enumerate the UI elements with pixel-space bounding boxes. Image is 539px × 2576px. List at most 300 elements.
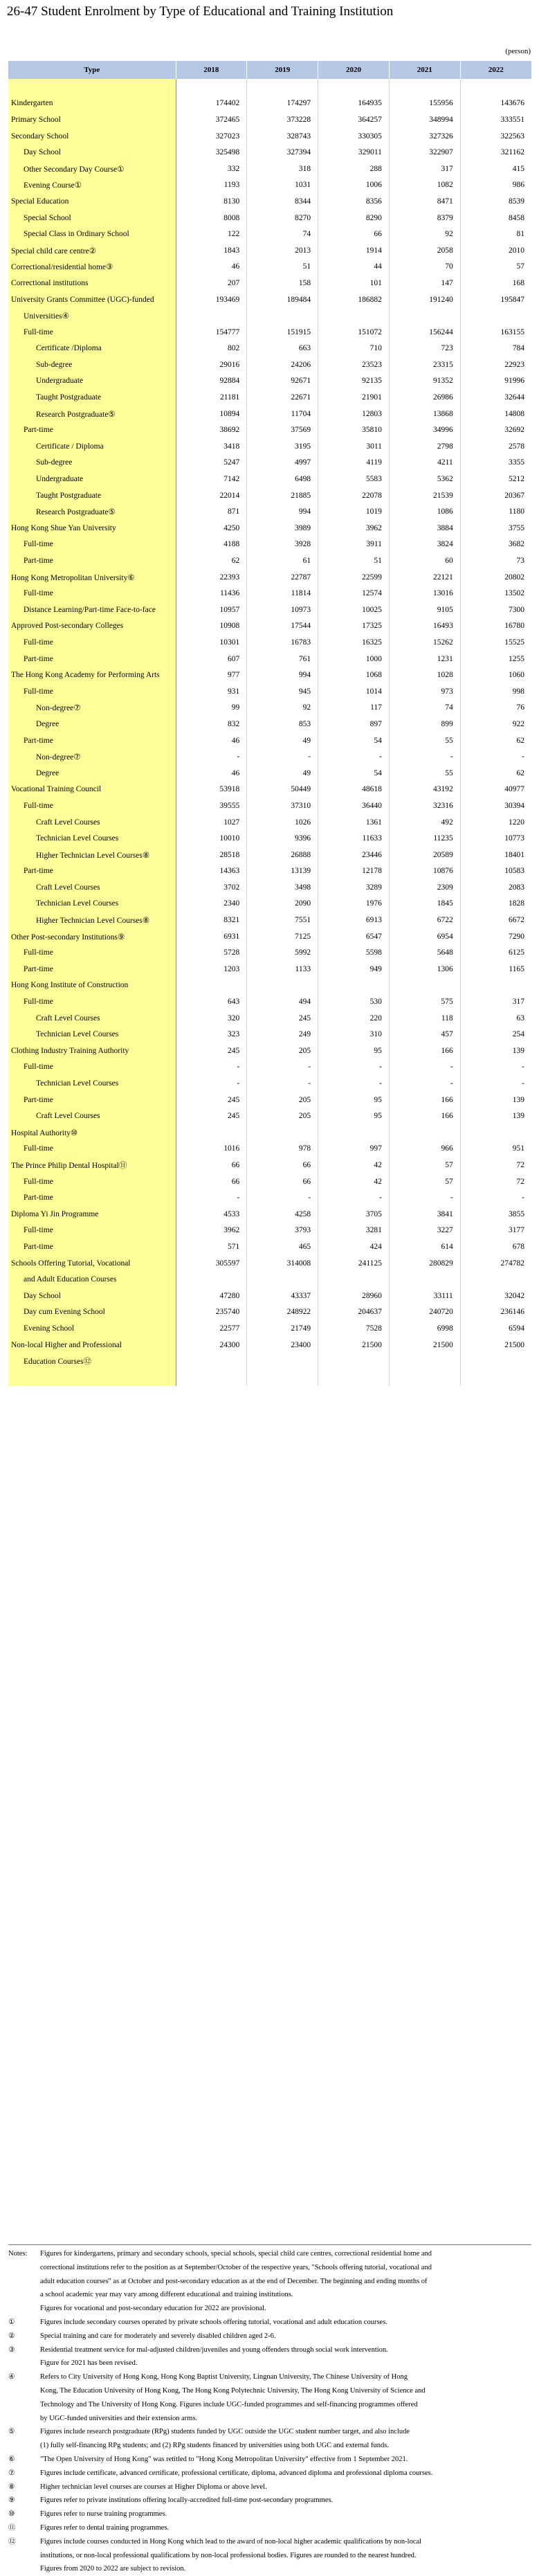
- note-marker: ①: [8, 2318, 15, 2326]
- note-line: [8, 2521, 531, 2535]
- table-row: [8, 1271, 531, 1288]
- spacer-cell: [176, 1369, 247, 1386]
- table-row: [8, 912, 531, 928]
- value-cell-2019: 945: [247, 683, 318, 700]
- value-cell-2018: 10301: [176, 634, 247, 651]
- value-cell-2022: 986: [512, 181, 524, 190]
- value-cell-2022: [460, 1271, 531, 1288]
- value-cell-2022: 72: [516, 1177, 524, 1186]
- value-cell-2018: 22014: [176, 487, 247, 504]
- value-cell-2018: 207: [176, 275, 247, 291]
- row-label: Sub-degree: [8, 455, 176, 471]
- value-cell-2018: 10908: [176, 618, 247, 635]
- value-cell-2019: [247, 978, 318, 994]
- value-cell-2018: 28518: [176, 847, 247, 863]
- spacer-cell: [8, 79, 176, 96]
- value-cell-2022: 139: [512, 1112, 524, 1121]
- table-row: [8, 928, 531, 945]
- value-cell-2022: 1828: [509, 899, 524, 908]
- value-cell-2020: 4119: [318, 455, 390, 471]
- value-cell-2019: 6498: [247, 471, 318, 487]
- value-cell-2018: -: [176, 748, 247, 765]
- value-cell-2019: 205: [247, 1108, 318, 1124]
- value-cell-2019: 13139: [247, 863, 318, 880]
- value-cell-2022: 317: [512, 998, 524, 1007]
- value-cell-2021: 1845: [389, 896, 460, 912]
- value-cell-2021: 1306: [389, 961, 460, 978]
- note-line: [8, 2370, 531, 2384]
- value-cell-2022: -: [522, 1079, 524, 1088]
- table-row: [8, 406, 531, 422]
- value-cell-2018: [176, 307, 247, 324]
- table-row: [8, 1010, 531, 1027]
- value-cell-2018: 245: [176, 1092, 247, 1108]
- note-line: [8, 2384, 531, 2398]
- value-cell-2020: 92135: [318, 373, 390, 390]
- value-cell-2020: 21500: [318, 1337, 390, 1353]
- value-cell-2022: 62: [516, 736, 524, 745]
- note-text: a school academic year may vary among different educational and training institutions.: [40, 2291, 293, 2299]
- row-label: Day School: [8, 144, 176, 161]
- value-cell-2022: [460, 307, 531, 324]
- spacer-cell: [318, 79, 390, 96]
- value-cell-2018: 4250: [176, 520, 247, 537]
- value-cell-2019: -: [247, 1189, 318, 1206]
- row-label: Hong Kong Institute of Construction: [8, 978, 176, 994]
- value-cell-2019: 51: [247, 259, 318, 276]
- value-cell-2021: 492: [389, 814, 460, 831]
- value-cell-2021: [389, 978, 460, 994]
- row-label: Clothing Industry Training Authority: [8, 1043, 176, 1059]
- value-cell-2021: 155956: [389, 96, 460, 112]
- value-cell-2019: 22787: [247, 569, 318, 586]
- note-line: [8, 2562, 531, 2576]
- value-cell-2020: 44: [318, 259, 390, 276]
- value-cell-2022: 16780: [504, 622, 524, 631]
- table-row: [8, 537, 531, 553]
- value-cell-2018: -: [176, 1075, 247, 1092]
- value-cell-2019: 92671: [247, 373, 318, 390]
- value-cell-2022: 951: [512, 1144, 524, 1153]
- value-cell-2021: 57: [389, 1157, 460, 1173]
- value-cell-2020: 12178: [318, 863, 390, 880]
- note-line: [8, 2412, 531, 2426]
- value-cell-2021: 4211: [389, 455, 460, 471]
- value-cell-2021: 5648: [389, 944, 460, 961]
- value-cell-2018: 327023: [176, 128, 247, 145]
- table-row: [8, 1223, 531, 1239]
- value-cell-2019: 10973: [247, 602, 318, 618]
- value-cell-2021: 575: [389, 993, 460, 1010]
- note-line: [8, 2549, 531, 2563]
- value-cell-2021: 16493: [389, 618, 460, 635]
- note-line: [8, 2343, 531, 2357]
- value-cell-2019: 205: [247, 1043, 318, 1059]
- value-cell-2020: 1014: [318, 683, 390, 700]
- row-label: Full-time: [8, 683, 176, 700]
- value-cell-2022: 8539: [509, 197, 524, 206]
- note-marker: ⑫: [8, 2537, 16, 2546]
- value-cell-2018: 643: [176, 993, 247, 1010]
- spacer-cell: [318, 1369, 390, 1386]
- value-cell-2019: -: [247, 1059, 318, 1076]
- value-cell-2020: 5583: [318, 471, 390, 487]
- row-label: Part-time: [8, 961, 176, 978]
- value-cell-2019: 43337: [247, 1288, 318, 1304]
- value-cell-2022: 163155: [500, 327, 524, 336]
- page-title: 26-47 Student Enrolment by Type of Educational and Training Institution: [7, 4, 394, 19]
- table-row: [8, 732, 531, 749]
- row-label: Full-time: [8, 798, 176, 814]
- row-label: Evening Course①: [8, 177, 176, 194]
- value-cell-2018: -: [176, 1059, 247, 1076]
- value-cell-2022: 13502: [504, 589, 524, 598]
- value-cell-2018: 323: [176, 1026, 247, 1043]
- value-cell-2022: -: [522, 1063, 524, 1072]
- value-cell-2018: 832: [176, 716, 247, 732]
- value-cell-2022: 7300: [509, 605, 524, 614]
- note-marker: [8, 2439, 40, 2453]
- row-label: Primary School: [8, 111, 176, 128]
- value-cell-2021: 10876: [389, 863, 460, 880]
- row-label: Special School: [8, 210, 176, 226]
- value-cell-2019: 37569: [247, 422, 318, 438]
- table-row: [8, 324, 531, 341]
- value-cell-2018: [176, 1124, 247, 1141]
- table-row: [8, 422, 531, 438]
- value-cell-2021: 899: [389, 716, 460, 732]
- value-cell-2022: 139: [512, 1095, 524, 1104]
- value-cell-2021: [389, 307, 460, 324]
- row-label: The Prince Philip Dental Hospital⑪: [8, 1157, 176, 1173]
- value-cell-2020: [318, 1353, 390, 1369]
- value-cell-2022: 3755: [509, 523, 524, 532]
- note-marker: [8, 2412, 40, 2426]
- row-label: Technician Level Courses: [8, 896, 176, 912]
- value-cell-2022: 168: [512, 278, 524, 287]
- note-marker: ⑧: [8, 2483, 15, 2491]
- value-cell-2019: 174297: [247, 96, 318, 112]
- table-row: [8, 1124, 531, 1141]
- note-text: Figure for 2021 has been revised.: [40, 2359, 138, 2368]
- value-cell-2020: 897: [318, 716, 390, 732]
- unit-label: (person): [505, 47, 531, 55]
- value-cell-2020: 310: [318, 1026, 390, 1043]
- value-cell-2020: 949: [318, 961, 390, 978]
- table-row: [8, 226, 531, 242]
- value-cell-2021: 166: [389, 1092, 460, 1108]
- row-label: Correctional/residential home③: [8, 259, 176, 276]
- value-cell-2019: 663: [247, 341, 318, 357]
- value-cell-2021: -: [389, 1189, 460, 1206]
- notes-divider: [8, 2244, 531, 2245]
- table-row: [8, 896, 531, 912]
- value-cell-2021: 8471: [389, 193, 460, 210]
- value-cell-2020: 36440: [318, 798, 390, 814]
- value-cell-2018: 245: [176, 1108, 247, 1124]
- row-label: Schools Offering Tutorial, Vocational: [8, 1255, 176, 1272]
- row-label: Other Post-secondary Institutions⑨: [8, 928, 176, 945]
- value-cell-2021: 322907: [389, 144, 460, 161]
- value-cell-2021: 20589: [389, 847, 460, 863]
- value-cell-2021: 156244: [389, 324, 460, 341]
- value-cell-2020: 48618: [318, 782, 390, 798]
- value-cell-2020: 1914: [318, 242, 390, 259]
- note-marker: ⑥: [8, 2455, 15, 2463]
- value-cell-2019: 314008: [247, 1255, 318, 1272]
- spacer-cell: [389, 79, 460, 96]
- row-label: Technician Level Courses: [8, 1026, 176, 1043]
- value-cell-2018: 1016: [176, 1141, 247, 1158]
- row-label: Taught Postgraduate: [8, 389, 176, 406]
- table-row: [8, 455, 531, 471]
- table-row: [8, 798, 531, 814]
- table-row: [8, 1092, 531, 1108]
- value-cell-2022: 20802: [504, 573, 524, 582]
- value-cell-2020: 220: [318, 1010, 390, 1027]
- table-row: [8, 193, 531, 210]
- value-cell-2020: 54: [318, 765, 390, 782]
- table-row: [8, 1353, 531, 1369]
- value-cell-2022: 236146: [500, 1308, 524, 1317]
- value-cell-2018: 6931: [176, 928, 247, 945]
- value-cell-2022: 57: [516, 262, 524, 271]
- row-label: Distance Learning/Part-time Face-to-face: [8, 602, 176, 618]
- value-cell-2021: 23315: [389, 357, 460, 373]
- row-label: Craft Level Courses: [8, 879, 176, 896]
- value-cell-2018: 38692: [176, 422, 247, 438]
- table-row: [8, 830, 531, 847]
- value-cell-2019: 158: [247, 275, 318, 291]
- value-cell-2020: [318, 978, 390, 994]
- value-cell-2020: 364257: [318, 111, 390, 128]
- value-cell-2022: 415: [512, 164, 524, 173]
- table-row: [8, 585, 531, 602]
- row-label: Craft Level Courses: [8, 1108, 176, 1124]
- value-cell-2020: 42: [318, 1173, 390, 1190]
- note-marker: [8, 2357, 40, 2370]
- value-cell-2020: 3911: [318, 537, 390, 553]
- value-cell-2021: 973: [389, 683, 460, 700]
- value-cell-2021: 43192: [389, 782, 460, 798]
- value-cell-2021: 966: [389, 1141, 460, 1158]
- table-row: [8, 651, 531, 667]
- value-cell-2022: 76: [516, 703, 524, 712]
- row-label: Full-time: [8, 1141, 176, 1158]
- value-cell-2021: 92: [389, 226, 460, 242]
- value-cell-2020: -: [318, 1059, 390, 1076]
- value-cell-2022: 3682: [509, 540, 524, 549]
- value-cell-2018: 3418: [176, 438, 247, 455]
- enrolment-table: [8, 61, 531, 1386]
- table-row: [8, 1304, 531, 1321]
- value-cell-2020: 241125: [318, 1255, 390, 1272]
- table-row: [8, 210, 531, 226]
- value-cell-2019: 328743: [247, 128, 318, 145]
- value-cell-2020: 23523: [318, 357, 390, 373]
- value-cell-2022: 274782: [500, 1259, 524, 1268]
- value-cell-2019: 2013: [247, 242, 318, 259]
- value-cell-2018: 66: [176, 1173, 247, 1190]
- value-cell-2021: -: [389, 1075, 460, 1092]
- column-header-2021: 2021: [389, 61, 460, 79]
- value-cell-2020: 54: [318, 732, 390, 749]
- value-cell-2021: 348994: [389, 111, 460, 128]
- row-label: Special Class in Ordinary School: [8, 226, 176, 242]
- value-cell-2022: 30394: [504, 801, 524, 810]
- table-row: [8, 1026, 531, 1043]
- value-cell-2018: 122: [176, 226, 247, 242]
- note-line: [8, 2439, 531, 2453]
- value-cell-2021: [389, 1353, 460, 1369]
- spacer-cell: [176, 79, 247, 96]
- value-cell-2021: 70: [389, 259, 460, 276]
- value-cell-2018: 92884: [176, 373, 247, 390]
- table-row: [8, 1239, 531, 1255]
- value-cell-2020: 6913: [318, 912, 390, 928]
- value-cell-2020: [318, 307, 390, 324]
- value-cell-2020: 997: [318, 1141, 390, 1158]
- table-row: [8, 144, 531, 161]
- note-line: [8, 2275, 531, 2289]
- note-text: Figures refer to nurse training programmes.: [40, 2510, 167, 2519]
- row-label: Research Postgraduate⑤: [8, 503, 176, 520]
- note-marker: ⑦: [8, 2469, 15, 2477]
- value-cell-2020: 1006: [318, 177, 390, 194]
- value-cell-2018: 931: [176, 683, 247, 700]
- value-cell-2018: 5247: [176, 455, 247, 471]
- value-cell-2022: -: [522, 1194, 524, 1203]
- value-cell-2020: 151072: [318, 324, 390, 341]
- value-cell-2021: 191240: [389, 291, 460, 308]
- value-cell-2018: 372465: [176, 111, 247, 128]
- value-cell-2022: 8458: [509, 213, 524, 222]
- row-label: Full-time: [8, 324, 176, 341]
- value-cell-2019: 4258: [247, 1206, 318, 1223]
- value-cell-2019: 5992: [247, 944, 318, 961]
- value-cell-2019: 994: [247, 667, 318, 683]
- note-marker: [8, 2288, 40, 2302]
- value-cell-2022: 1180: [509, 507, 524, 516]
- note-text: correctional institutions refer to the position as at September/October of the respective years, "Schools offering tutorial, vocational and: [40, 2263, 432, 2271]
- value-cell-2019: 465: [247, 1239, 318, 1255]
- row-label: Full-time: [8, 944, 176, 961]
- value-cell-2020: 3281: [318, 1223, 390, 1239]
- table-row: [8, 438, 531, 455]
- value-cell-2019: -: [247, 748, 318, 765]
- value-cell-2020: 1976: [318, 896, 390, 912]
- value-cell-2018: 1203: [176, 961, 247, 978]
- value-cell-2022: 32042: [504, 1291, 524, 1300]
- value-cell-2022: 63: [516, 1014, 524, 1023]
- value-cell-2020: 5598: [318, 944, 390, 961]
- table-row: [8, 1043, 531, 1059]
- value-cell-2018: 22577: [176, 1320, 247, 1337]
- value-cell-2021: 13868: [389, 406, 460, 422]
- note-marker: [8, 2261, 40, 2275]
- value-cell-2019: [247, 1271, 318, 1288]
- column-header-type: Type: [8, 61, 176, 79]
- value-cell-2021: 1028: [389, 667, 460, 683]
- note-marker: ③: [8, 2345, 15, 2354]
- value-cell-2020: 17325: [318, 618, 390, 635]
- note-marker: Notes:: [8, 2250, 28, 2258]
- value-cell-2021: 2309: [389, 879, 460, 896]
- row-label: Higher Technician Level Courses⑧: [8, 912, 176, 928]
- value-cell-2018: 10894: [176, 406, 247, 422]
- value-cell-2022: 32644: [504, 393, 524, 402]
- note-marker: ⑨: [8, 2496, 15, 2505]
- column-header-2018: 2018: [176, 61, 247, 79]
- value-cell-2020: 3289: [318, 879, 390, 896]
- note-line: [8, 2425, 531, 2439]
- value-cell-2021: 55: [389, 765, 460, 782]
- value-cell-2019: [247, 307, 318, 324]
- row-label: Evening School: [8, 1320, 176, 1337]
- value-cell-2018: 22393: [176, 569, 247, 586]
- note-line: [8, 2398, 531, 2412]
- value-cell-2018: 332: [176, 161, 247, 177]
- table-row: [8, 978, 531, 994]
- note-marker: ⑩: [8, 2510, 15, 2519]
- row-label: Undergraduate: [8, 373, 176, 390]
- value-cell-2019: 9396: [247, 830, 318, 847]
- value-cell-2020: -: [318, 1189, 390, 1206]
- value-cell-2022: 1060: [509, 671, 524, 680]
- row-label: Full-time: [8, 1059, 176, 1076]
- row-label: Day cum Evening School: [8, 1304, 176, 1321]
- value-cell-2020: 1361: [318, 814, 390, 831]
- table-row: [8, 373, 531, 390]
- value-cell-2021: 240720: [389, 1304, 460, 1321]
- value-cell-2022: 139: [512, 1046, 524, 1055]
- value-cell-2021: 13016: [389, 585, 460, 602]
- value-cell-2018: 39555: [176, 798, 247, 814]
- table-row: [8, 1108, 531, 1124]
- table-row: [8, 1255, 531, 1272]
- row-label: Part-time: [8, 1239, 176, 1255]
- value-cell-2018: [176, 1271, 247, 1288]
- note-text: Figures include research postgraduate (RPg) students funded by UGC outside the UGC student number target, and also include: [40, 2428, 410, 2436]
- value-cell-2018: 1027: [176, 814, 247, 831]
- table-row: [8, 357, 531, 373]
- table-row: [8, 1288, 531, 1304]
- note-line: [8, 2453, 531, 2467]
- row-label: Vocational Training Council: [8, 782, 176, 798]
- note-text: Figures refer to private institutions offering locally-accredited full-time post-secondary programmes.: [40, 2496, 334, 2505]
- table-row: [8, 1320, 531, 1337]
- value-cell-2018: 29016: [176, 357, 247, 373]
- note-marker: ⑪: [8, 2523, 16, 2532]
- value-cell-2020: -: [318, 1075, 390, 1092]
- value-cell-2019: 24206: [247, 357, 318, 373]
- table-row: [8, 1075, 531, 1092]
- value-cell-2022: 6672: [509, 916, 524, 925]
- value-cell-2018: 193469: [176, 291, 247, 308]
- note-text: Higher technician level courses are courses at Higher Diploma or above level.: [40, 2483, 267, 2491]
- value-cell-2018: [176, 1353, 247, 1369]
- value-cell-2020: 11633: [318, 830, 390, 847]
- row-label: Certificate / Diploma: [8, 438, 176, 455]
- value-cell-2020: 12574: [318, 585, 390, 602]
- row-label: The Hong Kong Academy for Performing Arts: [8, 667, 176, 683]
- note-line: [8, 2507, 531, 2521]
- value-cell-2021: 9105: [389, 602, 460, 618]
- value-cell-2020: 42: [318, 1157, 390, 1173]
- value-cell-2020: 204637: [318, 1304, 390, 1321]
- value-cell-2019: 74: [247, 226, 318, 242]
- value-cell-2022: 22923: [504, 360, 524, 369]
